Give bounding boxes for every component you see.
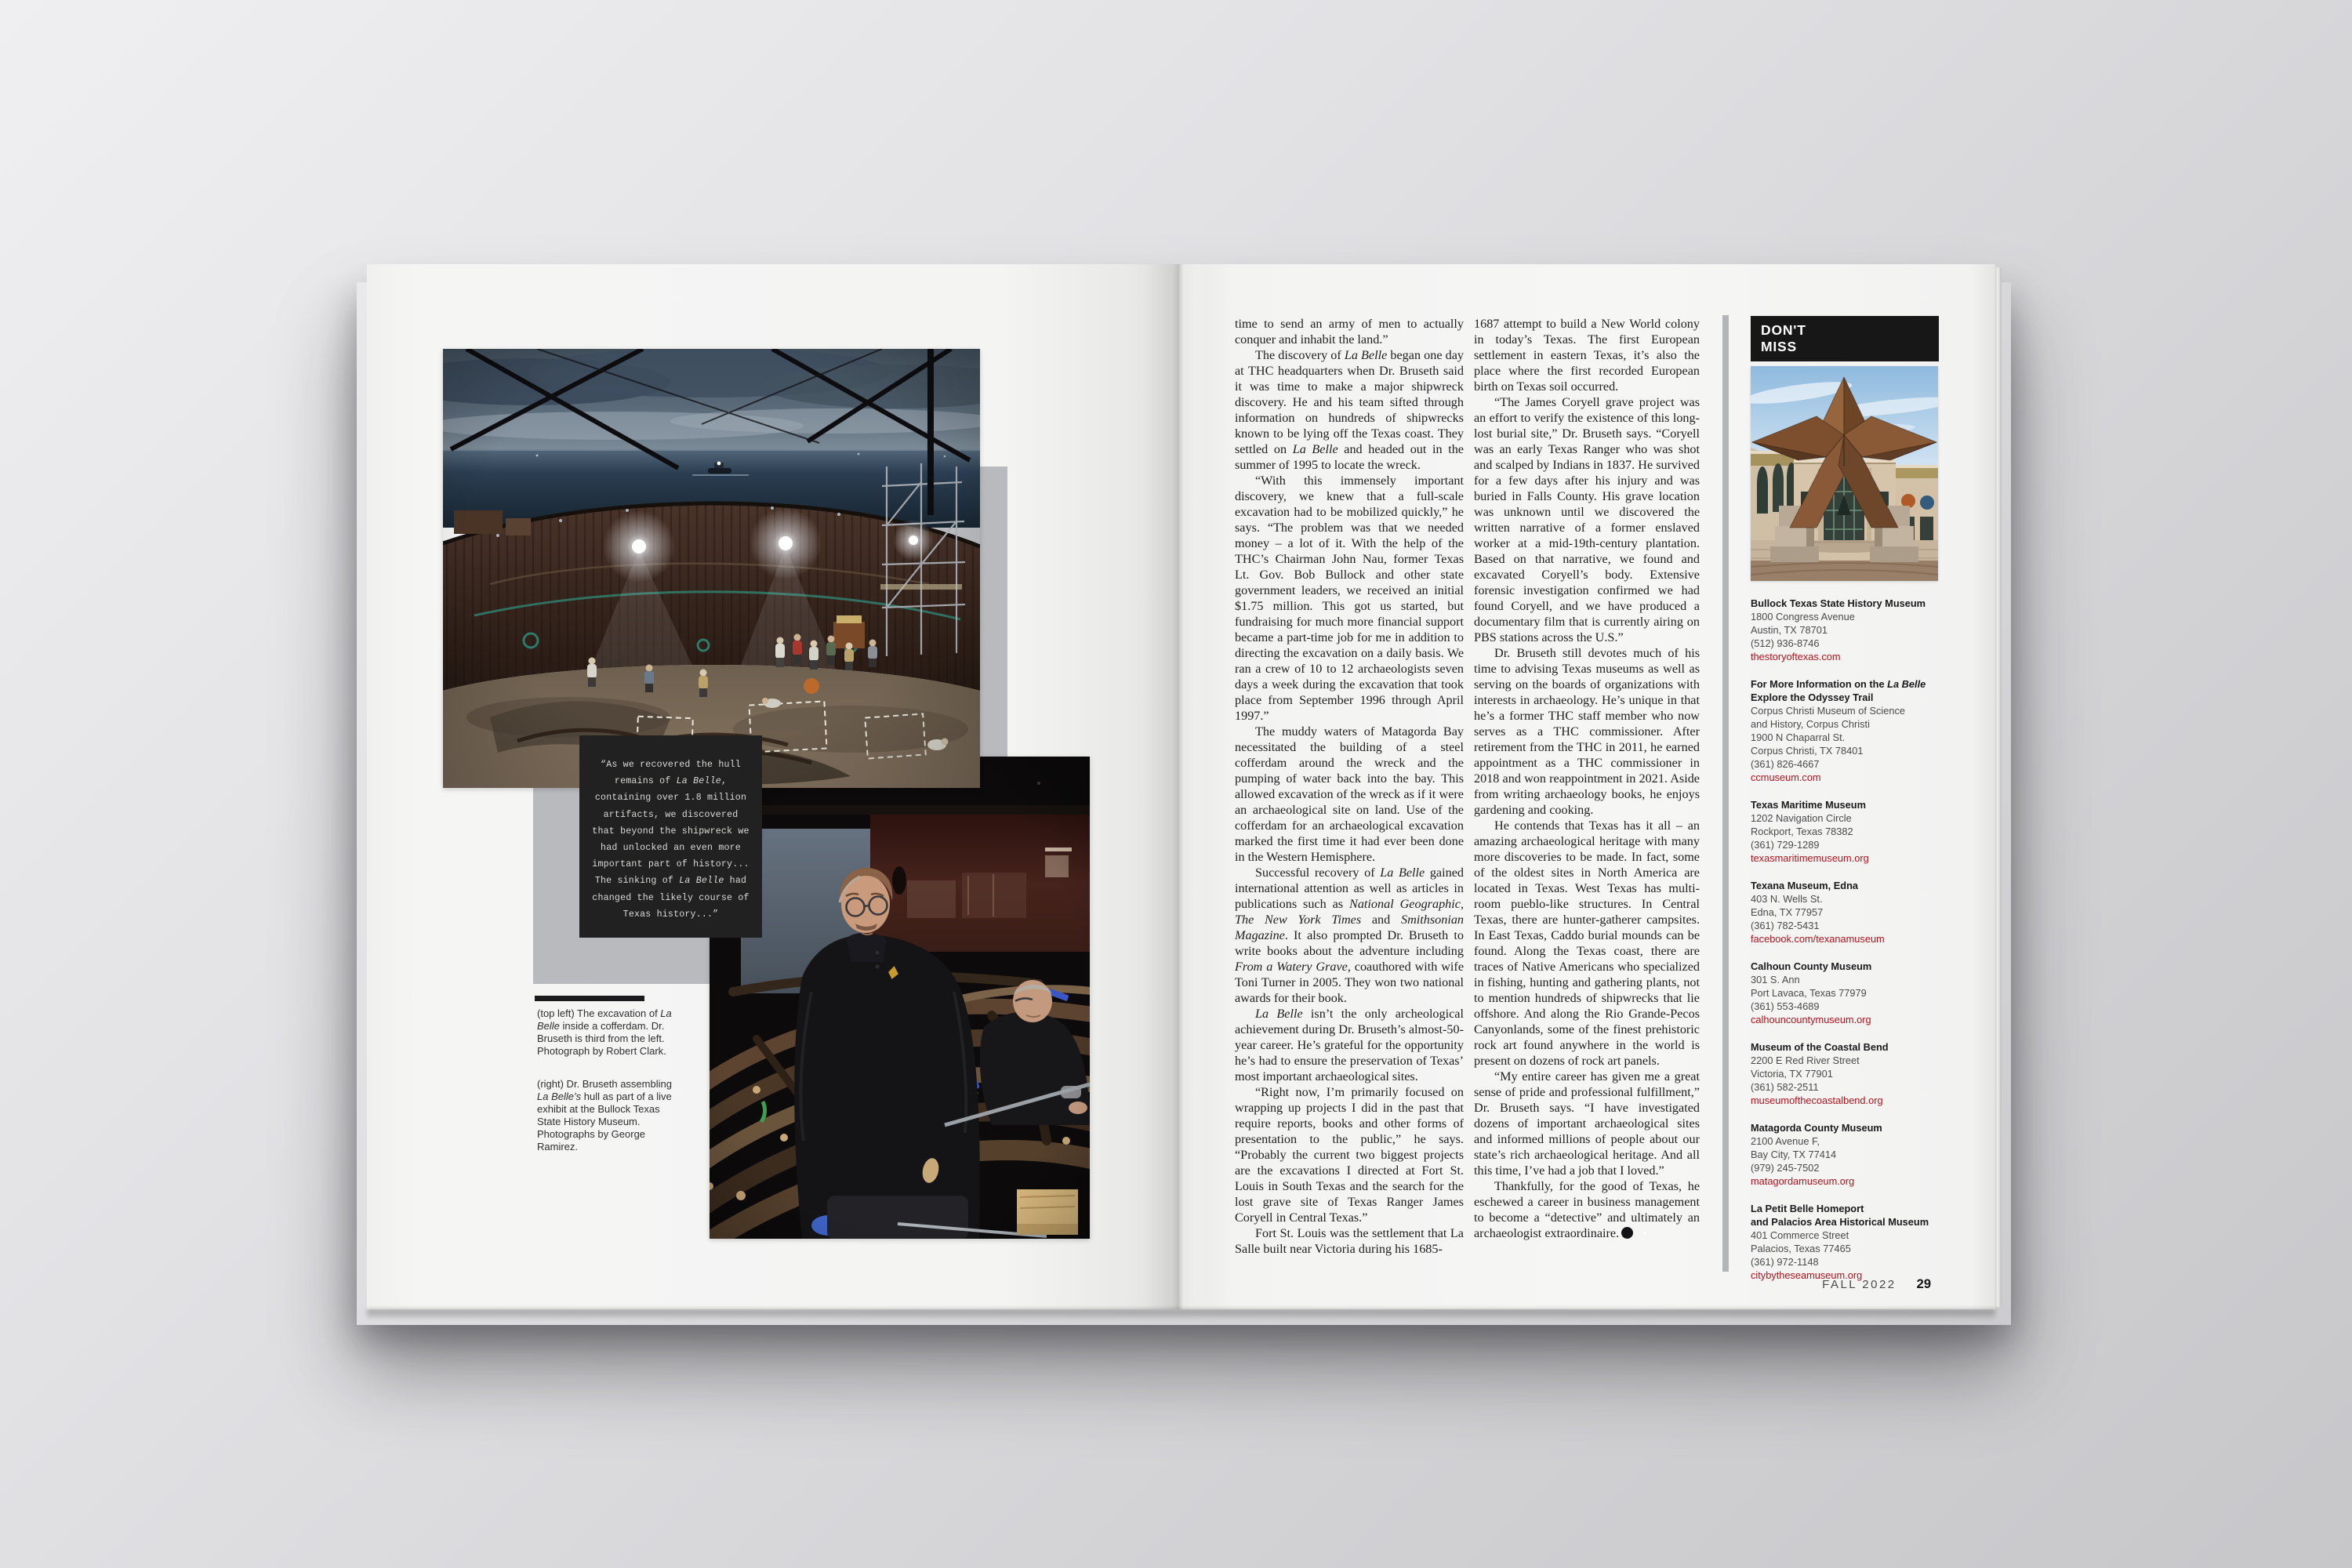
right-page (1178, 264, 1995, 1309)
article-paragraph: Successful recovery of La Belle gained international attention as well as articles in publications such as National Geographic, The New York Times and Smithsonian Magazine. It also prompted Dr. Bruseth to write books about the adventure including From a Watery Grave, coauthored with wife Toni Turner in 2005. They won two national awards for their book. (1235, 866, 1465, 1005)
article-paragraph: La Belle isn’t the only archeological achievement during Dr. Bruseth’s almost-50-year career. He’s grateful for the opportunity he’s had to ensure the preservation of Texas’ most important archaeological sites. (1235, 1007, 1464, 1083)
photo-caption: (top left) The excavation of La Belle inside a cofferdam. Dr. Bruseth is third from the left. Photograph by Robert Clark. (537, 1007, 672, 1057)
museum-listing (1751, 677, 1939, 784)
dont-miss-header: DON'T MISS (1751, 316, 1939, 361)
museum-listing (1751, 1121, 1939, 1188)
article-paragraph: Thankfully, for the good of Texas, he eschewed a career in business management to become a “detective” and ultimately an archaeologist extraordinaire.★ (1474, 1178, 1700, 1241)
museum-detail-line: 1800 Congress Avenue (1751, 611, 1855, 622)
museum-detail-line: Bay City, TX 77414 (1751, 1149, 1837, 1160)
page-number: 29 (1916, 1277, 1931, 1291)
magazine-spread (367, 264, 1995, 1309)
museum-name: Calhoun County Museum (1751, 960, 1872, 972)
museum-detail-line: and History, Corpus Christi (1751, 718, 1870, 730)
museum-listing (1751, 879, 1939, 946)
museum-detail-line: 403 N. Wells St. (1751, 893, 1823, 905)
museum-detail-line: Palacios, Texas 77465 (1751, 1243, 1851, 1254)
page-folio (1822, 1277, 1931, 1292)
article-paragraph: Dr. Bruseth still devotes much of his time to advising Texas museums as well as serving on the boards of organizations with interests in archaeology. He’s unique in that he’s a former THC staff member who now serves as a THC commissioner. After retirement from the THC in 2011, he earned appointment as a THC commissioner in 2018 and won reappointment in 2021. Aside from writing archaeology books, he enjoys gardening and cooking. (1474, 646, 1700, 817)
article-paragraph: Fort St. Louis was the settlement that La Salle built near Victoria during his 1685- (1235, 1226, 1464, 1256)
museum-detail-line: (512) 936-8746 (1751, 637, 1820, 649)
museum-name: Museum of the Coastal Bend (1751, 1041, 1889, 1053)
museum-website-link: facebook.com/texanamuseum (1751, 933, 1885, 945)
museum-website-link: museumofthecoastalbend.org (1751, 1094, 1883, 1106)
museum-detail-line: (361) 972-1148 (1751, 1256, 1819, 1268)
museum-listing (1751, 798, 1939, 865)
article-end-icon (1621, 1227, 1633, 1239)
museum-name: Texana Museum, Edna (1751, 880, 1859, 891)
article-paragraph: time to send an army of men to actually conquer and inhabit the land.” (1235, 317, 1464, 347)
museum-detail-line: (361) 729-1289 (1751, 839, 1820, 851)
left-page (367, 264, 1178, 1309)
issue-label: FALL 2022 (1822, 1278, 1896, 1291)
museum-detail-line: Rockport, Texas 78382 (1751, 826, 1853, 837)
museum-detail-line: Edna, TX 77957 (1751, 906, 1824, 918)
caption-rule (535, 996, 644, 1001)
museum-name: Texas Maritime Museum (1751, 799, 1866, 811)
article-paragraph: The discovery of La Belle began one day at THC headquarters when Dr. Bruseth said it was time to make a major shipwreck discovery. He and his team sifted through information on hundreds of shipwrecks known to be lying off the Texas coast. They settled on La Belle and headed out in the summer of 1995 to locate the wreck. (1235, 348, 1464, 472)
museum-website-link: texasmaritimemuseum.org (1751, 852, 1869, 864)
article-paragraph: “Right now, I’m primarily focused on wrapping up projects I did in the past that require reports, books and other forms of presentation to the public,” he says. “Probably the current two biggest projects are the excavations I directed at Fort St. Louis in South Texas and the search for the lost grave site of Texas Ranger James Coryell in Central Texas.” (1235, 1085, 1464, 1225)
museum-website-link: ccmuseum.com (1751, 771, 1821, 783)
museum-name: Matagorda County Museum (1751, 1122, 1882, 1134)
article-paragraph: The muddy waters of Matagorda Bay necessitated the building of a steel cofferdam around the wreck and the pumping of water back into the bay. This allowed excavation of the wreck as if it were an archaeological site on land. Use of the cofferdam for an archaeological excavation marked the first time it had ever been done in the Western Hemisphere. (1235, 724, 1464, 864)
museum-detail-line: Corpus Christi, TX 78401 (1751, 745, 1864, 757)
article-paragraph: “With this immensely important discovery, we knew that a full-scale excavation had to be mobilized quickly,” he says. “The problem was that we needed money – a lot of it. With the help of the THC’s Chairman John Nau, former Texas Lt. Gov. Bob Bullock and other state government leaders, we received an initial $1.75 million. This got us started, but fundraising for much more financial support became a part-time job for me in addition to directing the excavation on a daily basis. We ran a crew of 10 to 12 archaeologists seven days a week during the excavation that took place from September 1996 through April 1997.” (1235, 474, 1464, 723)
museum-detail-line: Corpus Christi Museum of Science (1751, 705, 1906, 717)
excavation-cofferdam-night-photo (443, 349, 980, 788)
museum-listings (1751, 597, 1939, 1282)
museum-website-link: matagordamuseum.org (1751, 1175, 1855, 1187)
museum-detail-line: 1900 N Chaparral St. (1751, 731, 1846, 743)
article-paragraph: He contends that Texas has it all – an amazing archaeological heritage with many more discoveries to be made. In fact, some of the oldest sites in North America are located in Texas. West Texas has multi-room pueblo-like structures. In Central Texas, there are hunter-gatherer campsites. In East Texas, Caddo burial mounds can be found. Along the Texas coast, there are traces of Native Americans who specialized in fishing, hunting and gathering plants, not to mention hundreds of shipwrecks that lie offshore. And along the Rio Grande-Pecos Canyonlands, some of the finest prehistoric rock art found anywhere in the world is present on dozens of rock art panels. (1474, 818, 1700, 1068)
museum-detail-line: Port Lavaca, Texas 77979 (1751, 987, 1867, 999)
museum-website-link: thestoryoftexas.com (1751, 651, 1841, 662)
museum-detail-line: (361) 782-5431 (1751, 920, 1820, 931)
museum-detail-line: 301 S. Ann (1751, 974, 1800, 985)
photo-captions (537, 1007, 686, 1174)
museum-website-link: citybytheseamuseum.org (1751, 1269, 1863, 1281)
article-paragraph: “My entire career has given me a great sense of pride and professional fulfillment,” Dr. Bruseth says. “I have investigated dozens of important archaeological sites and informed millions of people about our state’s rich archaeological heritage. And all this time, I’ve had a job that I loved.” (1474, 1069, 1700, 1178)
museum-detail-line: 2100 Avenue F, (1751, 1135, 1820, 1147)
museum-name: and Palacios Area Historical Museum (1751, 1216, 1929, 1228)
bullock-museum-star-photo (1751, 366, 1938, 581)
article-paragraph: 1687 attempt to build a New World colony in today’s Texas. The first European settlement in eastern Texas, it’s also the place where the first recorded European birth on Texas soil occurred. (1474, 317, 1700, 394)
museum-detail-line: 401 Commerce Street (1751, 1229, 1849, 1241)
museum-detail-line: (361) 553-4689 (1751, 1000, 1820, 1012)
museum-website-link: calhouncountymuseum.org (1751, 1014, 1871, 1025)
article-column-1 (1235, 316, 1464, 1257)
article-paragraph: “The James Coryell grave project was an effort to verify the existence of this long-lost burial site,” Dr. Bruseth says. “Coryell was an early Texas Ranger who was shot and scalped by Indians in 1837. He survived for a few days after his injury and was buried in Falls County. His grave location was unknown until we discovered the written narrative of a former enslaved worker at a mid-19th-century plantation. Based on that narrative, we found and excavated Coryell’s body. Extensive forensic investigation confirmed we had found Coryell, and we have produced a documentary film that is currently airing on PBS stations across the U.S.” (1474, 395, 1700, 644)
museum-listing (1751, 597, 1939, 663)
museum-listing (1751, 1202, 1939, 1282)
museum-name: For More Information on the La Belle (1751, 678, 1926, 690)
museum-detail-line: Victoria, TX 77901 (1751, 1068, 1833, 1080)
museum-name: Explore the Odyssey Trail (1751, 691, 1874, 703)
museum-detail-line: (979) 245-7502 (1751, 1162, 1820, 1174)
museum-name: La Petit Belle Homeport (1751, 1203, 1864, 1214)
museum-listing (1751, 960, 1939, 1026)
museum-detail-line: Austin, TX 78701 (1751, 624, 1828, 636)
museum-listing (1751, 1040, 1939, 1107)
hull-assembly-exhibit-photo (710, 757, 1090, 1239)
museum-detail-line: (361) 826-4667 (1751, 758, 1820, 770)
museum-detail-line: 1202 Navigation Circle (1751, 812, 1852, 824)
museum-detail-line: 2200 E Red River Street (1751, 1054, 1860, 1066)
pull-quote: “As we recovered the hull remains of La Belle, containing over 1.8 million artifacts, we discovered that beyond the shipwreck we had unlocked an even more important part of history... The sinking of La Belle had changed the likely course of Texas history...” (579, 735, 762, 938)
sidebar-accent-bar (1722, 315, 1729, 1272)
dont-miss-sidebar (1751, 316, 1939, 1296)
page-stack-edge (1995, 267, 2002, 1307)
photo-caption: (right) Dr. Bruseth assembling La Belle’s hull as part of a live exhibit at the Bullock Texas State History Museum. Photographs by George Ramirez. (537, 1078, 672, 1152)
page-bottom-shadow (367, 1309, 1995, 1320)
museum-name: Bullock Texas State History Museum (1751, 597, 1926, 609)
museum-detail-line: (361) 582-2511 (1751, 1081, 1819, 1093)
article-column-2 (1474, 316, 1700, 1241)
